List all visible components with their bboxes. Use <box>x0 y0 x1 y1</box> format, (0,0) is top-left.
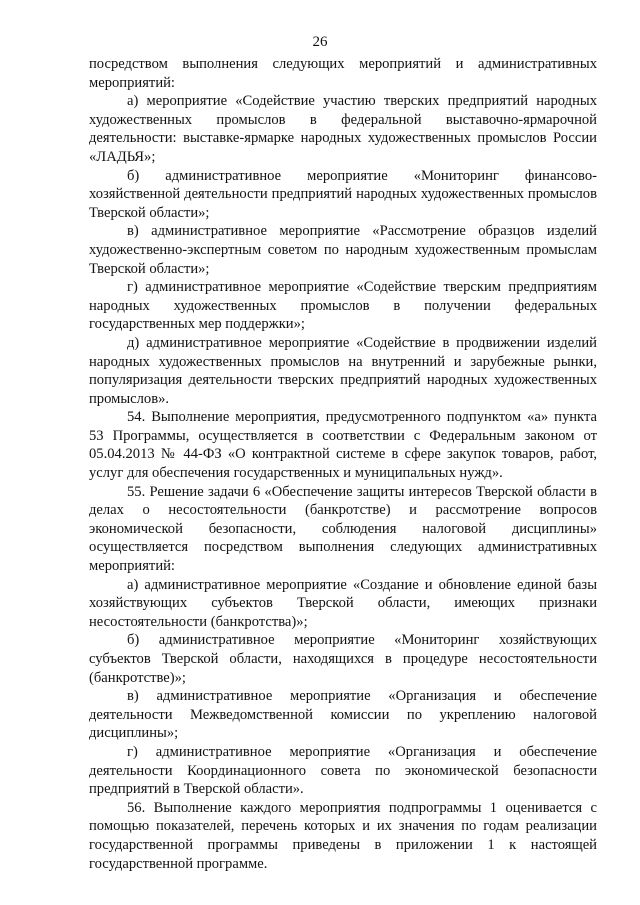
paragraph-55b: б) административное мероприятие «Мониторинг хозяйствующих субъектов Тверской области, находящихся в процедуре несостоятельности (банкротстве)»; <box>89 632 597 686</box>
paragraph-intro: посредством выполнения следующих мероприятий и административных мероприятий: <box>89 56 597 91</box>
paragraph-53g: г) административное мероприятие «Содействие тверским предприятиям народных художественных промыслов в получении федеральных государственных мер поддержки»; <box>89 279 597 333</box>
paragraph-55g: г) административное мероприятие «Организация и обеспечение деятельности Координационного совета по экономической безопасности предприятий в Тверской области». <box>89 743 597 798</box>
paragraph-55v: в) административное мероприятие «Организация и обеспечение деятельности Межведомственной комиссии по укреплению налоговой дисциплины»; <box>89 688 597 742</box>
paragraph-53v: в) административное мероприятие «Рассмотрение образцов изделий художественно-экспертным советом по народным художественным промыслам Тверской области»; <box>89 223 597 277</box>
paragraph-53a: а) мероприятие «Содействие участию тверских предприятий народных художественных промыслов в федеральной выставочно-ярмарочной деятельности: выставке-ярмарке народных художественных промыслов России «ЛАДЬЯ»; <box>89 93 597 165</box>
paragraph-56: 56. Выполнение каждого мероприятия подпрограммы 1 оценивается с помощью показателей, перечень которых и их значения по годам реализации государственной программы приведены в приложении 1 к настоящей государственной программе. <box>89 799 597 872</box>
page-number: 26 <box>312 34 328 50</box>
paragraph-54: 54. Выполнение мероприятия, предусмотренного подпунктом «а» пункта 53 Программы, осуществляется в соответствии с Федеральным законом от 05.04.2013 № 44-ФЗ «О контрактной системе в сфере закупок товаров, работ, услуг для обеспечения государственных и муниципальных нужд». <box>89 409 597 482</box>
document-body <box>89 55 597 873</box>
paragraph-55: 55. Решение задачи 6 «Обеспечение защиты интересов Тверской области в делах о несостоятельности (банкротстве) и рассмотрение вопросов экономической безопасности, соблюдения налоговой дисциплины» осуществляется посредством выполнения следующих административных мероприятий: <box>89 483 597 575</box>
paragraph-53b: б) административное мероприятие «Мониторинг финансово-хозяйственной деятельности предприятий народных художественных промыслов Тверской области»; <box>89 167 597 221</box>
paragraph-53d: д) административное мероприятие «Содействие в продвижении изделий народных художественных промыслов на внутренний и зарубежные рынки, популяризация деятельности тверских предприятий народных художественных промыслов». <box>89 334 597 407</box>
paragraph-55a: а) административное мероприятие «Создание и обновление единой базы хозяйствующих субъектов Тверской области, имеющих признаки несостоятельности (банкротства)»; <box>89 576 597 630</box>
